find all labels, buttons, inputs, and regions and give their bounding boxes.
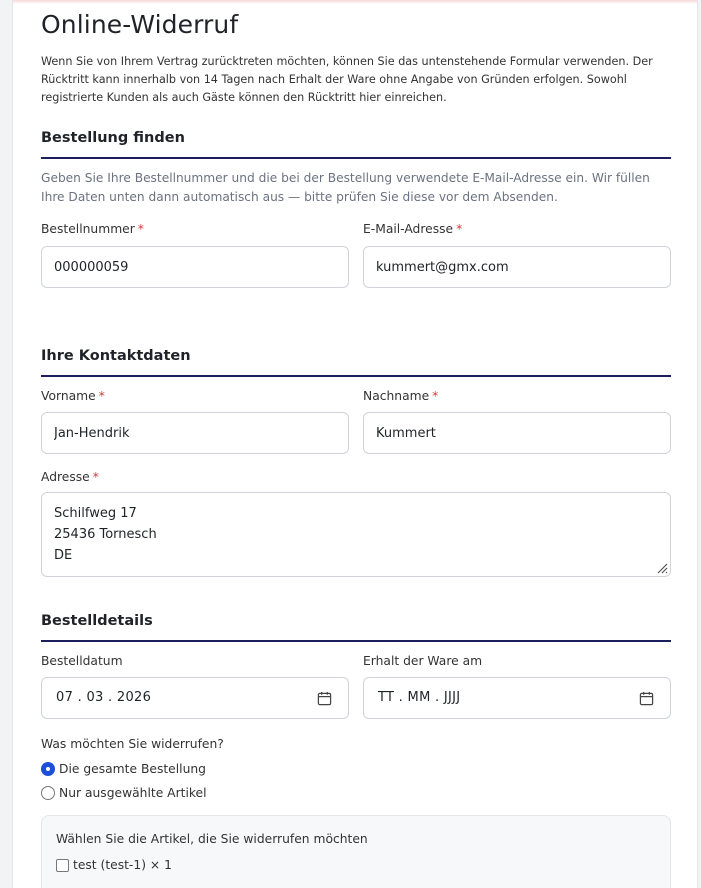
withdrawal-form-card	[12, 0, 698, 888]
first-name-label: Vorname *	[41, 389, 105, 403]
radio-button-full-order[interactable]	[41, 762, 55, 776]
find-order-hint: Geben Sie Ihre Bestellnummer und die bei der Bestellung verwendete E-Mail-Adresse ein. Wir füllen Ihre Daten unten dann automatisch aus — bitte prüfen Sie diese vor dem Absenden.	[41, 171, 650, 204]
required-mark: *	[98, 389, 105, 403]
email-label: E-Mail-Adresse *	[363, 222, 463, 236]
resize-grip-icon[interactable]	[656, 562, 668, 574]
received-date-label: Erhalt der Ware am	[363, 654, 483, 668]
last-name-label: Nachname *	[363, 389, 439, 403]
intro-text: Wenn Sie von Ihrem Vertrag zurücktreten möchten, können Sie das untenstehende Formular verwenden. Der Rücktritt kann innerhalb von 14 Tagen nach Erhalt der Ware ohne Angabe von Gründen erfolgen. Sowohl registrierte Kunden als auch Gäste können den Rücktritt hier einreichen.	[41, 55, 653, 104]
order-date-input[interactable]	[41, 677, 349, 719]
required-mark: *	[432, 389, 439, 403]
item-selection-title: Wählen Sie die Artikel, die Sie widerrufen möchten	[56, 832, 368, 846]
radio-option-selected-items[interactable]	[41, 786, 207, 800]
section-title-order-details: Bestelldetails	[41, 613, 671, 642]
section-title-find-order: Bestellung finden	[41, 130, 671, 159]
email-input[interactable]	[363, 246, 671, 288]
required-mark: *	[137, 222, 144, 236]
received-date-input[interactable]	[363, 677, 671, 719]
radio-button-selected-items[interactable]	[41, 786, 55, 800]
item-checkbox[interactable]	[56, 859, 69, 872]
calendar-icon[interactable]	[639, 691, 654, 706]
top-accent-bar	[13, 0, 697, 4]
item-label: test (test-1) × 1	[73, 858, 172, 872]
list-item[interactable]	[56, 858, 172, 872]
withdraw-scope-question: Was möchten Sie widerrufen?	[41, 737, 224, 751]
received-date-placeholder: TT . MM . JJJJ	[378, 690, 461, 705]
order-date-label: Bestelldatum	[41, 654, 123, 668]
radio-label-full-order: Die gesamte Bestellung	[59, 762, 206, 776]
item-selection-panel	[41, 815, 671, 888]
radio-option-full-order[interactable]	[41, 762, 206, 776]
address-textarea[interactable]	[41, 492, 671, 577]
section-title-contact: Ihre Kontaktdaten	[41, 348, 671, 377]
radio-label-selected-items: Nur ausgewählte Artikel	[59, 786, 207, 800]
required-mark: *	[92, 470, 99, 484]
address-field-wrapper	[41, 492, 671, 577]
page-title: Online-Widerruf	[41, 10, 239, 39]
order-number-input[interactable]	[41, 246, 349, 288]
order-date-value: 07 . 03 . 2026	[56, 690, 152, 705]
required-mark: *	[456, 222, 463, 236]
last-name-input[interactable]	[363, 412, 671, 454]
order-number-label: Bestellnummer *	[41, 222, 144, 236]
calendar-icon[interactable]	[317, 691, 332, 706]
address-label: Adresse *	[41, 470, 99, 484]
first-name-input[interactable]	[41, 412, 349, 454]
